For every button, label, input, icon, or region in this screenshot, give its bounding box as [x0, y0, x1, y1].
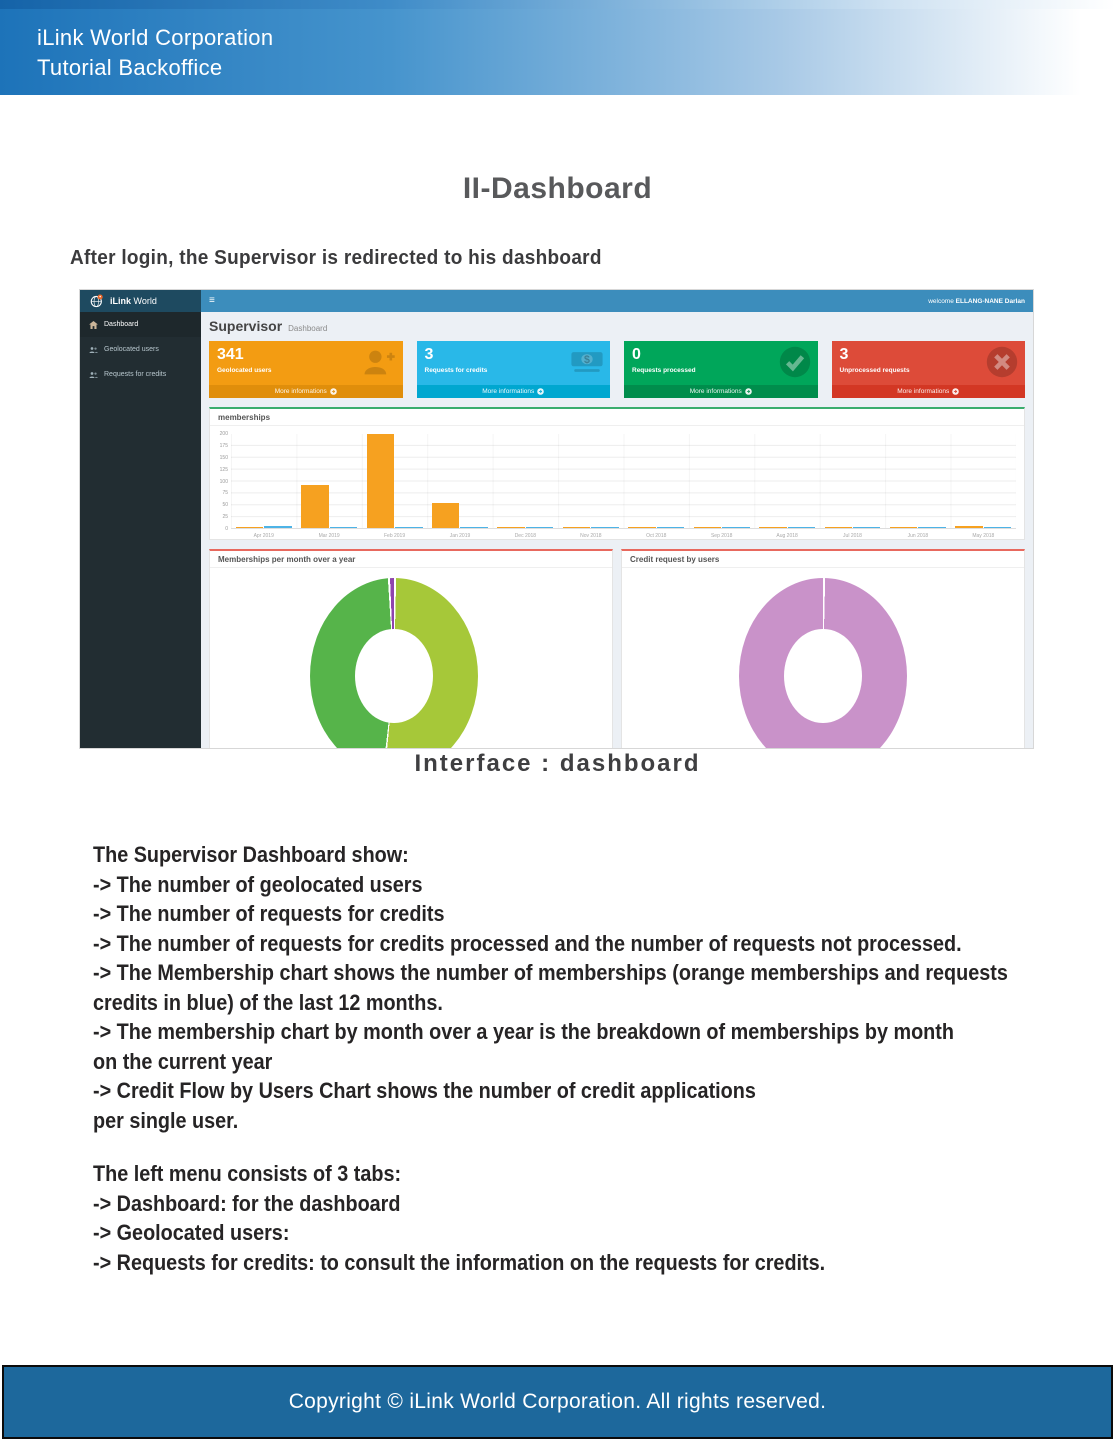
y-tick-label: 175	[219, 442, 228, 449]
x-circle-icon	[985, 346, 1019, 378]
bar-group	[231, 434, 296, 528]
x-tick-label: Mar 2019	[318, 533, 340, 539]
bar-requests-credits	[330, 527, 357, 528]
bar-memberships	[694, 527, 721, 528]
bar-group	[820, 434, 885, 528]
bar-memberships	[497, 527, 524, 528]
content-heading	[209, 318, 1025, 334]
memberships-donut-panel	[209, 549, 613, 748]
bar-plot-area	[231, 434, 1016, 529]
memberships-donut-chart	[310, 578, 478, 748]
bar-group	[951, 434, 1016, 528]
donut-chart-title: Memberships per month over a year	[210, 551, 612, 568]
sidebar-item-requests-for-credits[interactable]	[80, 362, 201, 387]
stat-card-requests-for-credits[interactable]	[417, 341, 611, 398]
globe-pin-icon	[90, 294, 104, 308]
body-line: on the current year	[93, 1048, 273, 1074]
users-icon	[89, 371, 98, 379]
bar-group	[362, 434, 427, 528]
x-tick-label: Apr 2019	[253, 533, 274, 539]
stat-card-requests-processed[interactable]	[624, 341, 818, 398]
header-banner	[0, 9, 1115, 95]
page-footer	[2, 1365, 1113, 1439]
body-paragraph-2	[93, 1159, 1053, 1277]
bar-requests-credits	[657, 527, 684, 528]
body-paragraph-1	[93, 840, 1053, 1135]
users-icon	[89, 346, 98, 354]
bar-requests-credits	[395, 527, 422, 528]
card-body	[624, 341, 818, 385]
credit-requests-donut-chart	[739, 578, 907, 748]
bar-requests-credits	[460, 527, 487, 528]
bar-group	[296, 434, 361, 528]
link-label: More informations	[274, 388, 327, 395]
stat-cards-row	[209, 341, 1025, 398]
body-line: per single user.	[93, 1107, 239, 1133]
credit-requests-donut-panel	[621, 549, 1025, 748]
y-tick-label: 50	[222, 502, 228, 509]
card-value: 3	[839, 346, 849, 363]
bar-chart	[210, 426, 1024, 531]
copyright-text: Copyright © iLink World Corporation. All rights reserved.	[288, 1390, 827, 1413]
body-line: -> Requests for credits: to consult the information on the requests for credits.	[93, 1249, 826, 1275]
bar-group	[689, 434, 754, 528]
user-plus-icon	[363, 346, 397, 378]
donut-hole	[355, 629, 432, 723]
arrow-circle-icon	[952, 388, 959, 395]
arrow-circle-icon	[745, 388, 752, 395]
sidebar-item-label: Dashboard	[104, 321, 139, 328]
sidebar-item-dashboard[interactable]	[80, 312, 201, 337]
dashboard-topbar	[80, 290, 1033, 312]
body-line: -> The number of geolocated users	[93, 871, 423, 897]
x-tick-label: Jul 2018	[843, 533, 862, 539]
link-label: More informations	[482, 388, 535, 395]
bar-memberships	[432, 503, 459, 528]
bar-requests-credits	[984, 527, 1011, 528]
body-line: -> The number of requests for credits	[93, 901, 445, 926]
card-label: Requests processed	[632, 366, 696, 374]
arrow-circle-icon	[330, 388, 337, 395]
bar-memberships	[563, 527, 590, 528]
bar-group	[427, 434, 492, 528]
body-line: -> The Membership chart shows the number of memberships (orange memberships and requests	[93, 960, 1008, 985]
link-label: More informations	[689, 388, 742, 395]
bar-memberships	[955, 526, 982, 528]
x-tick-label: Jan 2019	[449, 533, 471, 539]
bar-memberships	[628, 527, 655, 528]
hamburger-menu-icon[interactable]: ≡	[209, 295, 215, 306]
body-line: The Supervisor Dashboard show:	[93, 842, 409, 867]
svg-text:$: $	[584, 353, 590, 366]
y-tick-label: 25	[222, 514, 228, 521]
more-informations-link[interactable]	[832, 385, 1026, 398]
screenshot-caption: Interface : dashboard	[414, 750, 701, 777]
bar-requests-credits	[853, 527, 880, 528]
donut-chart-title: Credit request by users	[622, 551, 1024, 568]
y-tick-label: 200	[219, 431, 228, 437]
more-informations-link[interactable]	[417, 385, 611, 398]
bar-requests-credits	[264, 526, 291, 528]
donut-panels-row	[209, 549, 1025, 748]
card-body	[209, 341, 403, 385]
banner-top-strip	[0, 0, 1115, 9]
bar-memberships	[890, 527, 917, 528]
sidebar-item-label: Geolocated users	[104, 346, 159, 353]
banner-doc-name: Tutorial Backoffice	[37, 55, 223, 80]
brand-text: iLink World	[110, 296, 157, 306]
card-label: Unprocessed requests	[839, 366, 910, 374]
body-line: -> The membership chart by month over a year is the breakdown of memberships by month	[93, 1019, 954, 1044]
y-tick-label: 75	[222, 490, 228, 497]
page-subtitle: After login, the Supervisor is redirected to his dashboard	[70, 247, 602, 269]
x-axis-labels	[231, 531, 1016, 539]
more-informations-link[interactable]	[624, 385, 818, 398]
stat-card-unprocessed-requests[interactable]	[832, 341, 1026, 398]
bar-memberships	[301, 485, 328, 528]
dashboard-content	[201, 312, 1033, 748]
check-circle-icon	[778, 346, 812, 378]
bar-group	[624, 434, 689, 528]
page-title: II-Dashboard	[462, 172, 653, 205]
body-line: -> The number of requests for credits processed and the number of requests not processed.	[93, 930, 962, 956]
body-line: -> Credit Flow by Users Chart shows the number of credit applications	[93, 1078, 756, 1103]
bar-memberships	[825, 527, 852, 528]
y-tick-label: 150	[219, 454, 228, 461]
x-tick-label: Jun 2018	[907, 533, 929, 539]
body-line: credits in blue) of the last 12 months.	[93, 989, 443, 1015]
banner-company-name: iLink World Corporation	[37, 25, 274, 50]
x-tick-label: Dec 2018	[514, 533, 537, 539]
bar-group	[885, 434, 950, 528]
content-breadcrumb: Dashboard	[288, 324, 328, 333]
dashboard-navbar	[201, 290, 1033, 312]
body-line: -> Geolocated users:	[93, 1220, 290, 1245]
sidebar	[80, 312, 201, 748]
chart-title: memberships	[210, 409, 1024, 426]
sidebar-item-geolocated-users[interactable]	[80, 337, 201, 362]
dashboard-screenshot	[80, 290, 1033, 748]
stat-card-geolocated-users[interactable]	[209, 341, 403, 398]
x-tick-label: Sep 2018	[710, 533, 733, 539]
bar-memberships	[367, 434, 394, 528]
brand-logo[interactable]	[80, 290, 201, 312]
card-value: 0	[632, 346, 641, 363]
content-title: Supervisor	[209, 318, 283, 334]
card-label: Requests for credits	[424, 366, 488, 374]
bar-requests-credits	[918, 527, 945, 528]
x-tick-label: May 2018	[972, 533, 995, 539]
x-tick-label: Nov 2018	[580, 533, 602, 539]
y-axis	[214, 431, 231, 532]
card-body	[832, 341, 1026, 385]
bar-memberships	[236, 527, 263, 528]
card-value: 3	[424, 346, 434, 363]
bar-requests-credits	[591, 527, 618, 528]
x-tick-label: Oct 2018	[646, 533, 667, 539]
bar-requests-credits	[722, 527, 749, 528]
card-value: 341	[217, 346, 244, 363]
bar-memberships	[759, 527, 786, 528]
more-informations-link[interactable]	[209, 385, 403, 398]
y-tick-label: 125	[219, 466, 228, 473]
bar-group	[493, 434, 558, 528]
x-tick-label: Feb 2019	[383, 533, 406, 539]
arrow-circle-icon	[537, 388, 544, 395]
banknote-icon	[570, 346, 604, 378]
bar-group	[754, 434, 819, 528]
card-body	[417, 341, 611, 385]
y-tick-label: 100	[219, 478, 228, 485]
memberships-chart-panel	[209, 407, 1025, 540]
body-line: The left menu consists of 3 tabs:	[93, 1161, 402, 1186]
user-welcome[interactable]: welcome ELLANG-NANE Darlan	[928, 297, 1025, 305]
link-label: More informations	[897, 388, 950, 395]
sidebar-item-label: Requests for credits	[104, 371, 167, 378]
bar-group	[558, 434, 623, 528]
card-label: Geolocated users	[217, 366, 272, 374]
bar-requests-credits	[526, 527, 553, 528]
home-icon	[89, 321, 98, 329]
donut-hole	[784, 629, 861, 723]
body-line: -> Dashboard: for the dashboard	[93, 1190, 401, 1216]
x-tick-label: Aug 2018	[776, 533, 798, 539]
y-tick-label: 0	[225, 526, 228, 532]
bar-requests-credits	[788, 527, 815, 528]
